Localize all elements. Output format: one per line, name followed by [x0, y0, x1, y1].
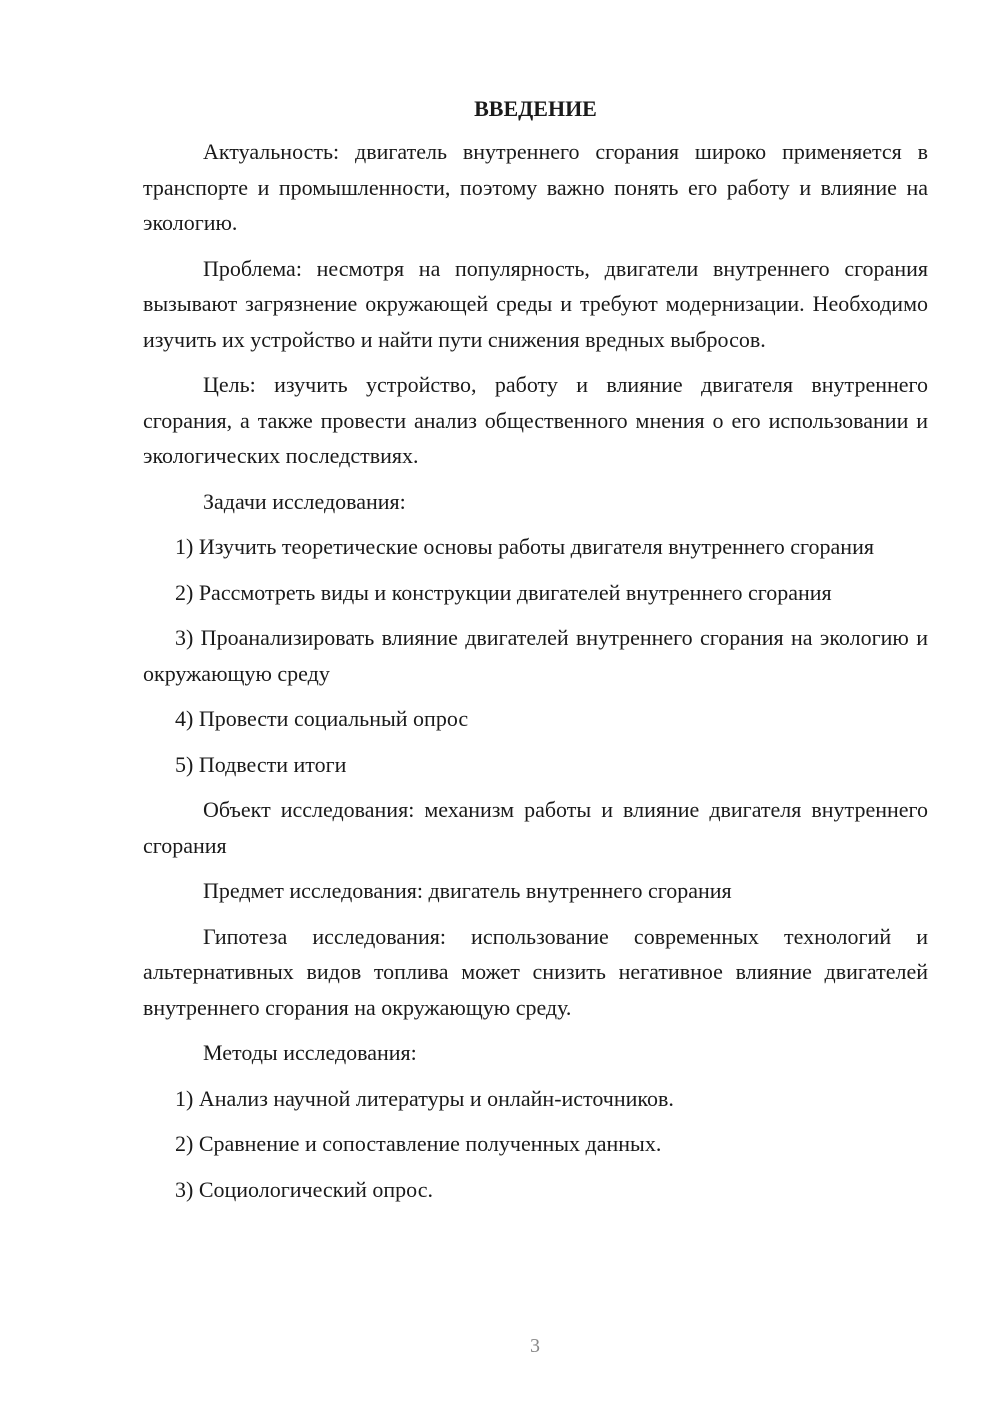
- task-item: 3) Проанализировать влияние двигателей внутреннего сгорания на экологию и окружающую среду: [143, 625, 928, 686]
- task-item: 5) Подвести итоги: [175, 751, 347, 777]
- task-item: 2) Рассмотреть виды и конструкции двигателей внутреннего сгорания: [175, 579, 832, 605]
- page-title: ВВЕДЕНИЕ: [474, 96, 597, 121]
- task-item: 1) Изучить теоретические основы работы двигателя внутреннего сгорания: [175, 534, 874, 559]
- methods-heading: Методы исследования:: [203, 1040, 417, 1065]
- task-item: 4) Провести социальный опрос: [175, 706, 469, 731]
- page-number: 3: [530, 1335, 540, 1357]
- object-paragraph: Объект исследования: механизм работы и влияние двигателя внутреннего сгорания: [143, 797, 928, 858]
- page-content: [143, 94, 928, 1217]
- goal-paragraph: Цель: изучить устройство, работу и влияние двигателя внутреннего сгорания, а также провести анализ общественного мнения о его использовании и экологических последствиях.: [143, 372, 928, 468]
- tasks-heading: Задачи исследования:: [203, 488, 406, 514]
- method-item: 1) Анализ научной литературы и онлайн-источников.: [175, 1085, 674, 1111]
- method-item: 3) Социологический опрос.: [175, 1176, 433, 1202]
- method-item: 2) Сравнение и сопоставление полученных данных.: [175, 1131, 662, 1156]
- problem-paragraph: Проблема: несмотря на популярность, двигатели внутреннего сгорания вызывают загрязнение окружающей среды и требуют модернизации. Необходимо изучить их устройство и найти пути снижения вредных выбросов.: [143, 255, 928, 352]
- subject-paragraph: Предмет исследования: двигатель внутреннего сгорания: [203, 878, 732, 903]
- hypothesis-paragraph: Гипотеза исследования: использование современных технологий и альтернативных видов топлива может снизить негативное влияние двигателей внутреннего сгорания на окружающую среду.: [143, 923, 928, 1020]
- relevance-paragraph: Актуальность: двигатель внутреннего сгорания широко применяется в транспорте и промышленности, поэтому важно понять его работу и влияние на экологию.: [143, 139, 928, 235]
